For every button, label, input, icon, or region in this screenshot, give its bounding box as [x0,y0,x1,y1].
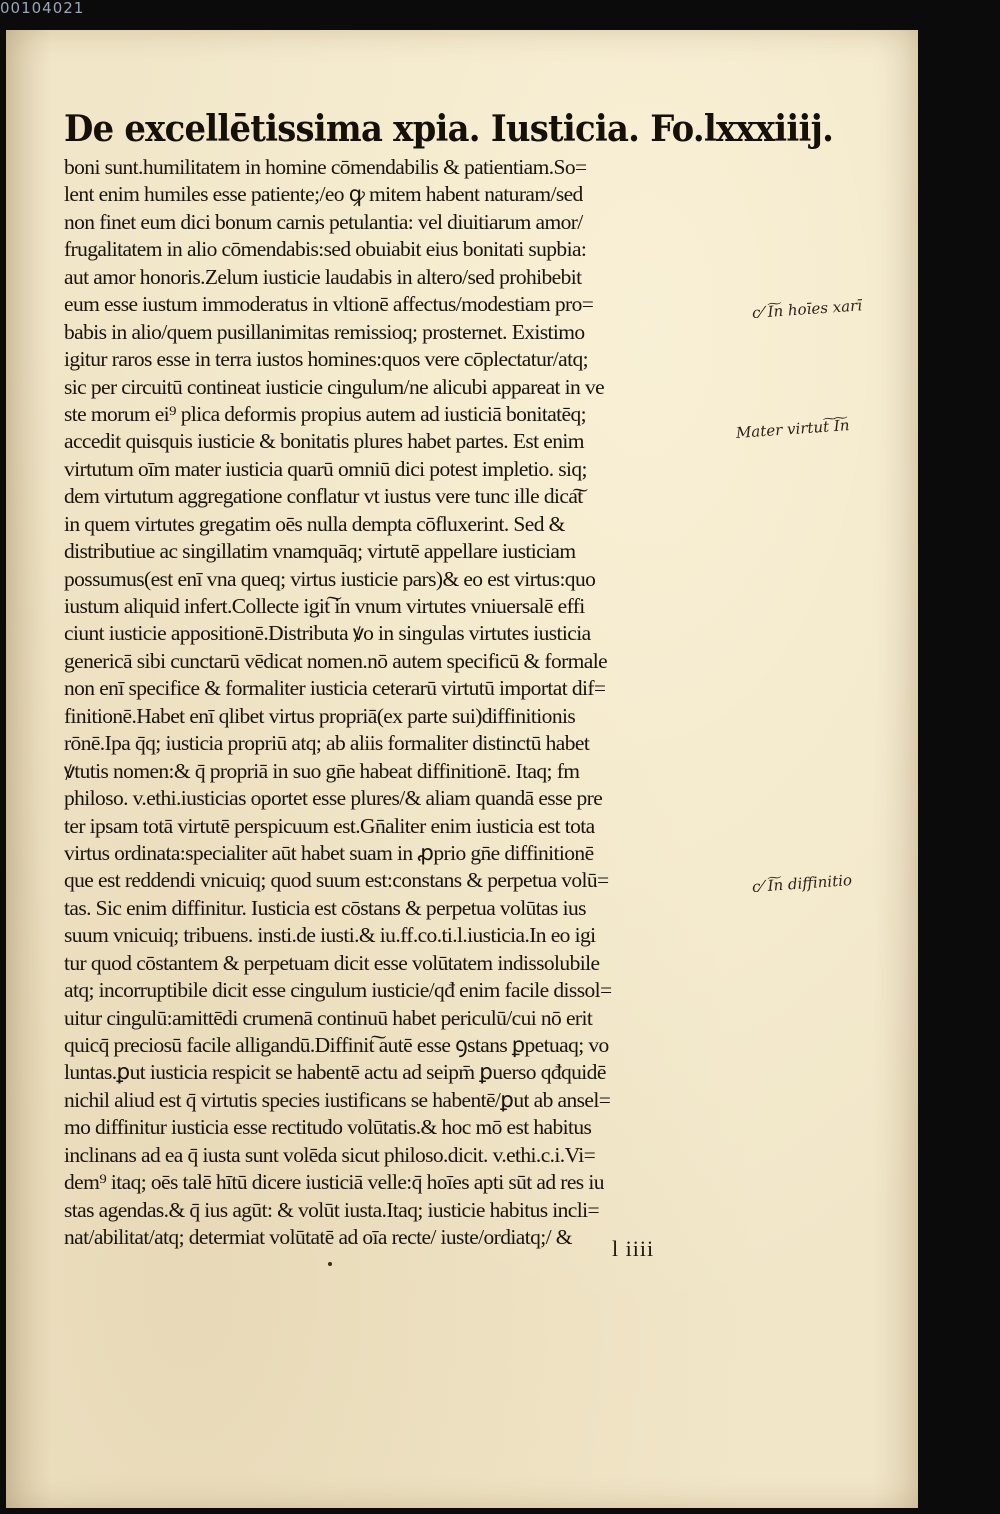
text-line: uitur cingulū:amittēdi crumenā continuū habet periculū/cui nō erit [64,1005,593,1030]
signature-mark: l iiii [612,1236,655,1261]
text-line: finitionē.Habet enī qlibet virtus propriā(ex parte sui)diffinitionis [64,703,576,728]
text-line: stas agendas.& q̄ ius agūt: & volūt iusta.Itaq; iusticie habitus incli= [64,1197,600,1222]
text-line: frugalitatem in alio cōmendabis:sed obuiabit eius bonitati supbia: [64,237,587,262]
text-line: babis in alio/quem pusillanimitas remissioq; prosternet. Existimo [64,319,585,344]
text-line: luntas.ꝑut iusticia respicit se habentē actu ad seipm̄ ꝑuerso qđquidē [64,1060,606,1085]
main-text-block [64,154,734,1252]
marginal-note-1: c⁄ I͠n hoīes xarī [751,296,863,322]
text-line: atq; incorruptibile dicit esse cingulum iusticie/qđ enim facile dissol= [64,978,612,1003]
text-line: nat/abilitat/atq; determiat volūtatē ad oīa recte/ iuste/ordiatq;/ & [64,1225,572,1250]
text-line: suum vnicuiq; tribuens. insti.de iusti.& iu.ff.co.ti.l.iusticia.In eo igi [64,923,596,948]
text-line: rōnē.Ipa q̄q; iusticia propriū atq; ab aliis formaliter distinctū habet [64,731,590,756]
text-line: in quem virtutes gregatim oēs nulla dempta cōfluxerint. Sed & [64,511,565,536]
text-line: mo diffinitur iusticia esse rectitudo volūtatis.& hoc mō est habitus [64,1115,592,1140]
scan-id-label: 00104021 [0,0,85,17]
text-line: genericā sibi cunctarū vēdicat nomen.nō autem specificū & formale [64,648,608,673]
text-line: sic per circuitū contineat iusticie cingulum/ne alicubi appareat in ve [64,374,605,399]
text-line: boni sunt.humilitatem in homine cōmendabilis & patientiam.So= [64,155,587,179]
text-line: iustum aliquid infert.Collecte igit͠ in vnum virtutes vniuersalē effi [64,594,585,618]
text-line: tur quod cōstantem & perpetuam dicit esse volūtatem indissolubile [64,950,600,975]
text-line: dem⁹ itaq; oēs talē hītū dicere iusticiā velle:q̄ hoīes apti sūt ad res iu [64,1170,604,1195]
text-line: inclinans ad ea q̄ iusta sunt volēda sicut philoso.dicit. v.ethi.c.i.Vi= [64,1142,596,1167]
text-line: ter ipsam totā virtutē perspicuum est.Gn̄aliter enim iusticia est tota [64,813,595,838]
text-line: distributiue ac singillatim vnamquāq; virtutē appellare iusticiam [64,539,576,564]
marginal-note-2: Mater virtut͠ I͠n [735,416,851,442]
running-header: De excellētissima xpia. Iusticia. Fo.lxxxiiij. [64,108,834,150]
text-line: nichil aliud est q̄ virtutis species iustificans se habentē/ꝑut ab ansel= [64,1087,611,1112]
text-line: ste morum ei⁹ plica deformis propius autem ad iusticiā bonitatēq; [64,401,586,426]
text-line: ꝟtutis nomen:& q̄ propriā in suo gn̄e habeat diffinitionē. Itaq; fm [64,758,580,783]
text-line: igitur raros esse in terra iustos homines:quos vere cōplectatur/atq; [64,347,589,372]
text-line: accedit quisquis iusticie & bonitatis plures habet partes. Est enim [64,429,584,454]
text-line: eum esse iustum immoderatus in vltionē affectus/modestiam pro= [64,292,594,317]
marginal-note-3: c⁄ I͠n diffinitio [751,871,853,896]
text-line: philoso. v.ethi.iusticias oportet esse plures/& aliam quandā esse pre [64,786,603,811]
text-line: lent enim humiles esse patiente;/eo ꝙ mitem habent naturam/sed [64,182,583,207]
text-line: dem virtutum aggregatione conflatur vt iustus vere tunc ille dica͠t [64,484,583,509]
text-line: virtus ordinata:specialiter aūt habet suam in ꝓprio gn̄e diffinitionē [64,840,594,865]
text-line: non finet eum dici bonum carnis petulantia: vel diuitiarum amor/ [64,209,583,234]
text-line: non enī specifice & formaliter iusticia ceterarū virtutū importat dif= [64,676,606,701]
text-line: ciunt iusticie appositionē.Distributa ꝟo in singulas virtutes iusticia [64,621,591,646]
text-line: quicq̄ preciosū facile alligandū.Diffinit͠ autē esse ꝯstans ꝑpetuaq; vo [64,1033,609,1057]
text-line: virtutum oīm mater iusticia quarū omniū dici potest impletio. siq; [64,456,587,481]
text-line: aut amor honoris.Zelum iusticie laudabis in altero/sed prohibebit [64,264,582,289]
ink-dot [328,1262,332,1266]
text-line: que est reddendi vnicuiq; quod suum est:constans & perpetua volū= [64,868,609,893]
text-line: tas. Sic enim diffinitur. Iusticia est cōstans & perpetua volūtas ius [64,895,586,920]
text-line: possumus(est enī vna queq; virtus iusticie pars)& eo est virtus:quo [64,566,596,591]
